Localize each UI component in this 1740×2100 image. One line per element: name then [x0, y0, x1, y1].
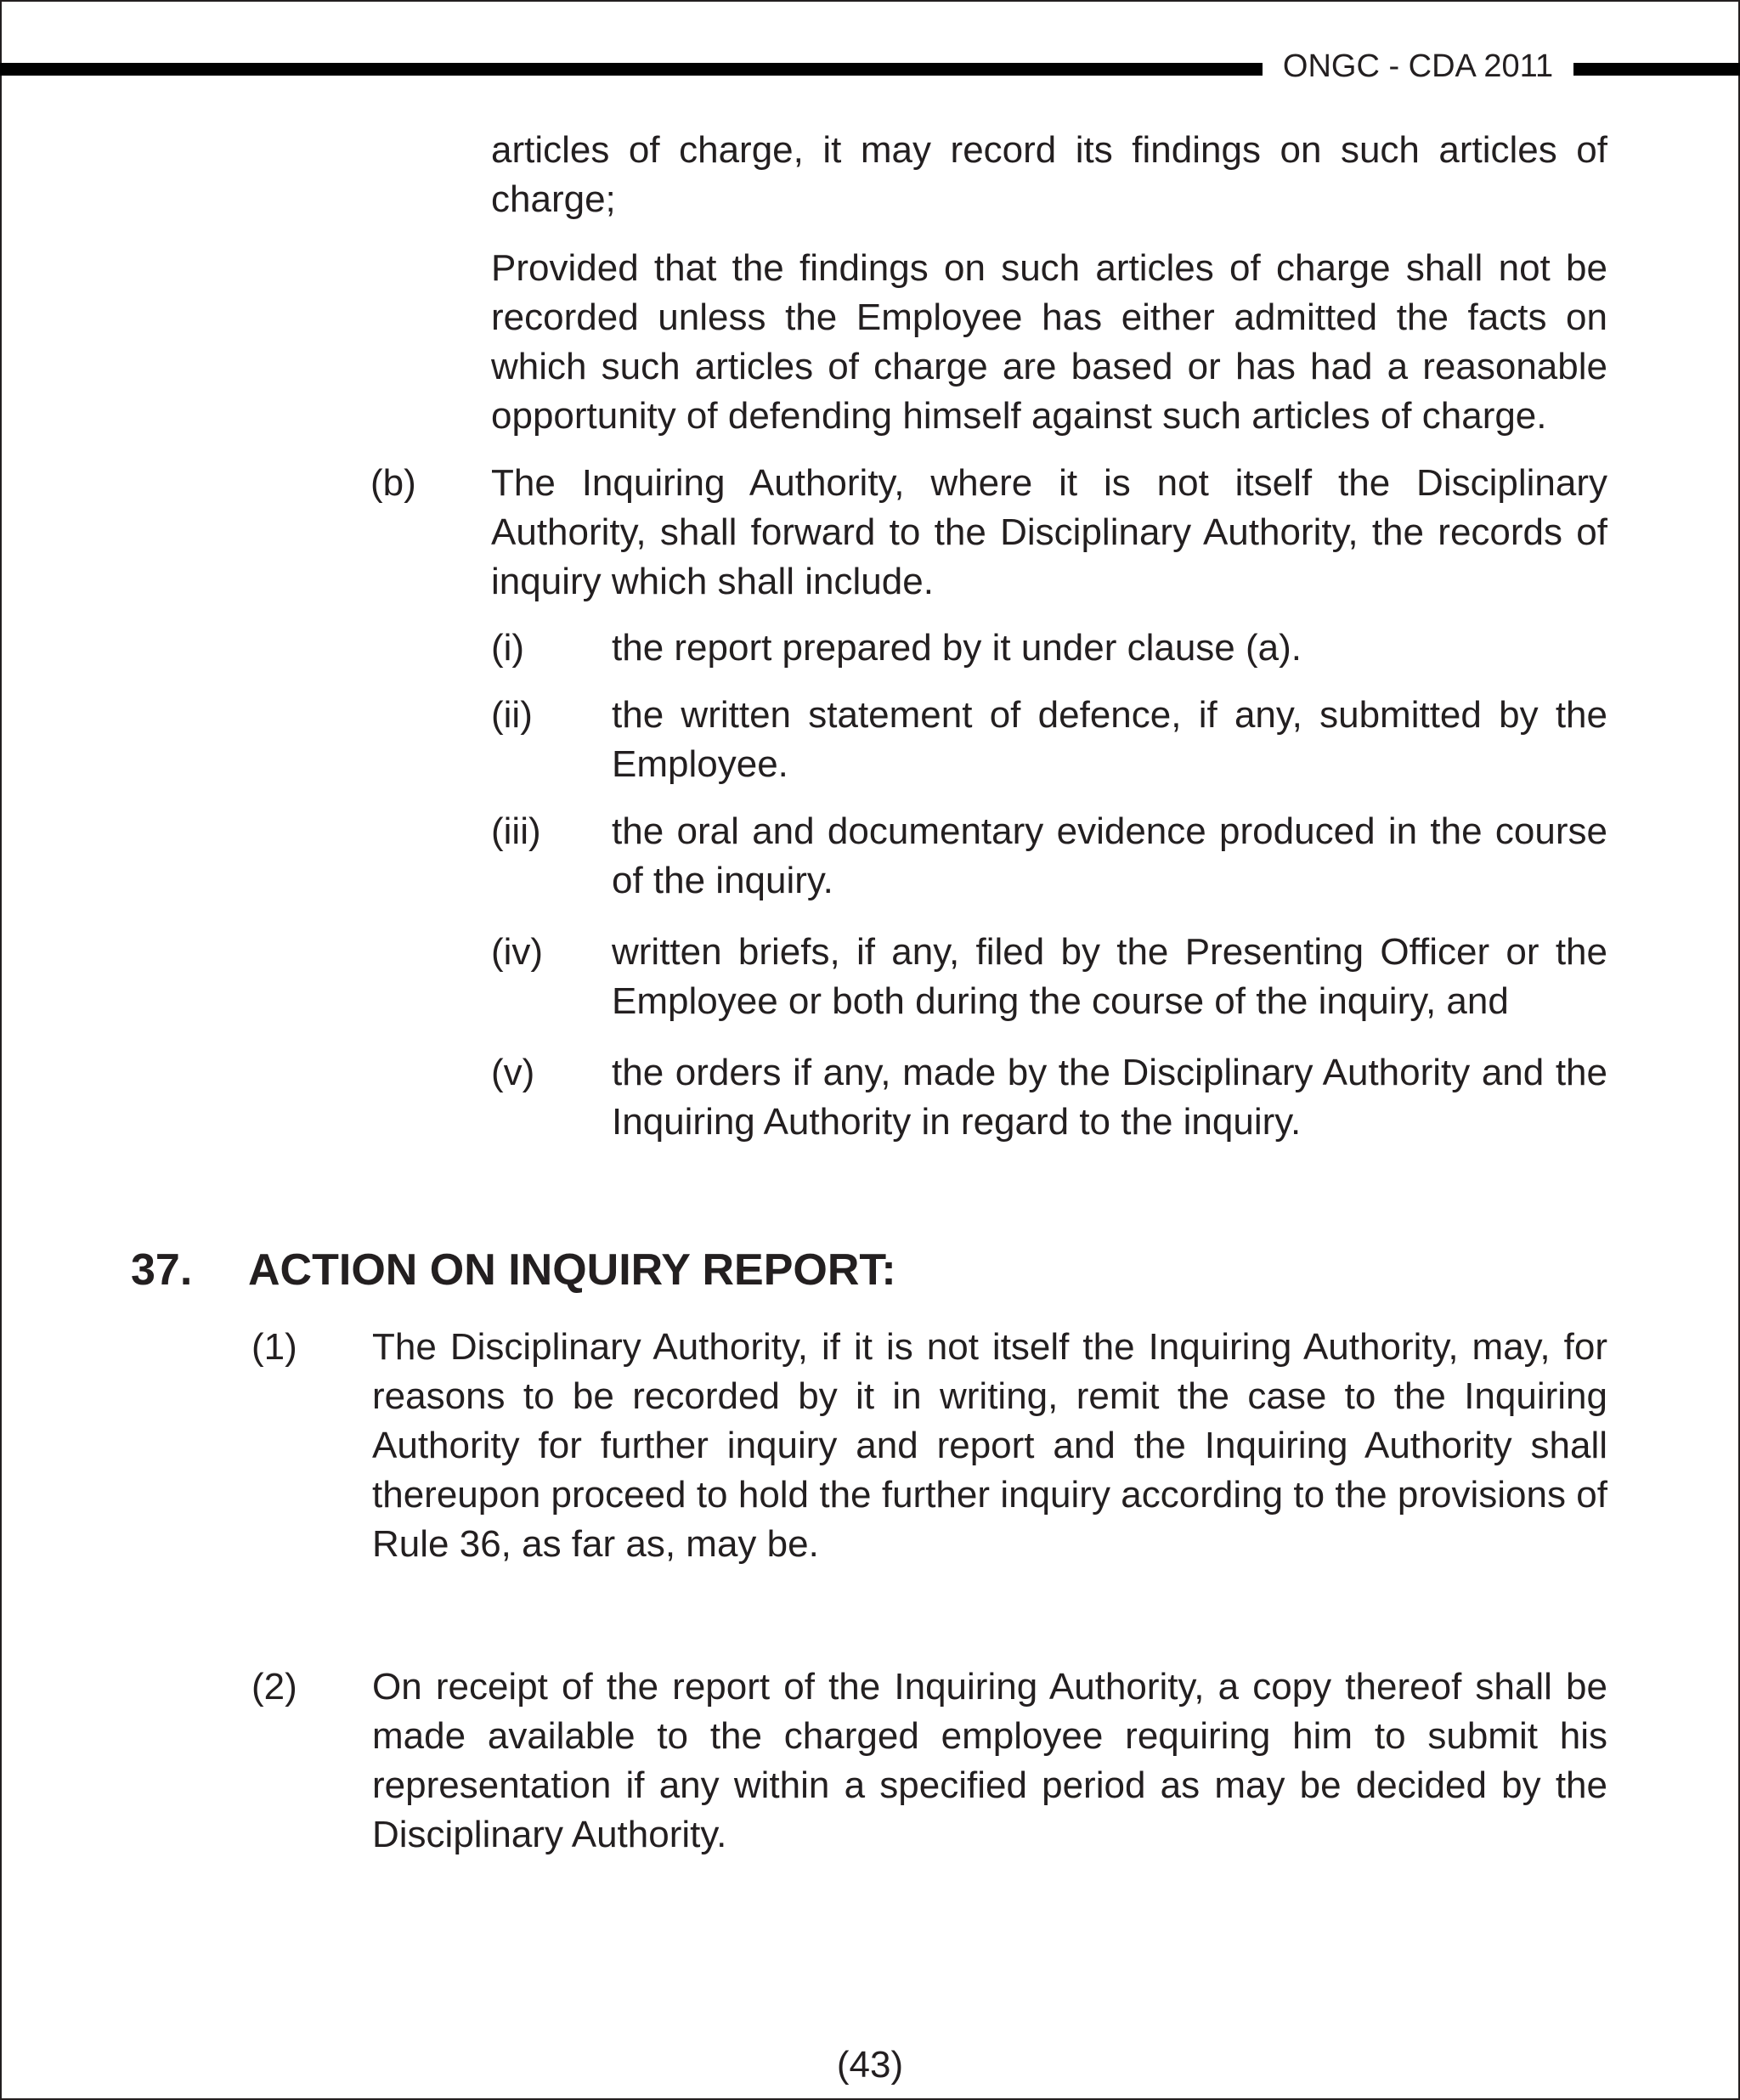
proviso-text: Provided that the findings on such articles of charge shall not be recorded unless the Employee has either admitted the facts on which such articles of charge are based or has had a reasonable opportunity of defending himself against such articles of charge. — [491, 247, 1607, 437]
clause-b-marker: (b) — [370, 462, 416, 504]
section-title: ACTION ON INQUIRY REPORT: — [248, 1245, 896, 1295]
item-i-marker: (i) — [491, 627, 525, 669]
header-rule-right — [1573, 63, 1740, 76]
paragraph-2-text: On receipt of the report of the Inquiring Authority, a copy thereof shall be made available to the charged employee requiring him to submit his representation if any within a specified period as may be decided by the Disciplinary Authority. — [372, 1666, 1607, 1855]
item-ii-marker: (ii) — [491, 694, 533, 736]
item-v-marker: (v) — [491, 1052, 535, 1093]
item-i-text: the report prepared by it under clause (a). — [612, 627, 1302, 669]
item-v-text: the orders if any, made by the Disciplinary Authority and the Inquiring Authority in regard to the inquiry. — [612, 1052, 1607, 1143]
page-number: (43) — [836, 2044, 904, 2086]
section-number: 37. — [131, 1245, 193, 1295]
item-iii-marker: (iii) — [491, 810, 541, 852]
item-iii-text: the oral and documentary evidence produced in the course of the inquiry. — [612, 810, 1607, 901]
item-ii-text: the written statement of defence, if any, submitted by the Employee. — [612, 694, 1607, 785]
continuation-text: articles of charge, it may record its findings on such articles of charge; — [491, 129, 1607, 220]
clause-b-text: The Inquiring Authority, where it is not itself the Disciplinary Authority, shall forward to the Disciplinary Authority, the records of inquiry which shall include. — [491, 462, 1607, 602]
paragraph-2-marker: (2) — [251, 1666, 297, 1708]
header-rule-left — [0, 63, 1263, 76]
paragraph-1-text: The Disciplinary Authority, if it is not itself the Inquiring Authority, may, for reasons to be recorded by it in writing, remit the case to the Inquiring Authority for further inquiry and report and the Inquiring Authority shall thereupon proceed to hold the further inquiry according to the provisions of Rule 36, as far as, may be. — [372, 1326, 1607, 1565]
paragraph-1-marker: (1) — [251, 1326, 297, 1368]
document-header-title: ONGC - CDA 2011 — [1282, 48, 1554, 84]
item-iv-marker: (iv) — [491, 931, 544, 973]
item-iv-text: written briefs, if any, filed by the Presenting Officer or the Employee or both during the course of the inquiry, and — [612, 931, 1607, 1022]
